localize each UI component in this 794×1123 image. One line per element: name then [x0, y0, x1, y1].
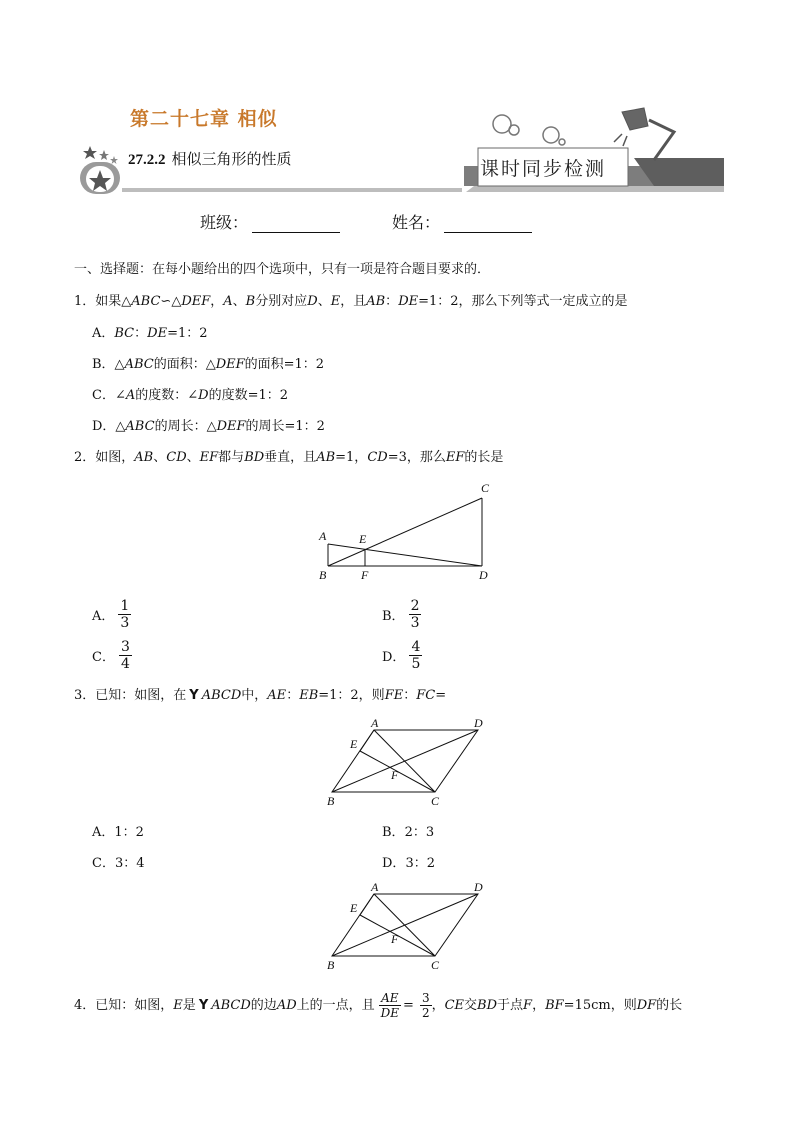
- question-3-figure-repeat: [320, 876, 490, 976]
- segment-ac: [374, 894, 435, 956]
- label-a: A: [319, 529, 327, 543]
- badge-label: 课时同步检测: [480, 158, 607, 180]
- question-3-option-b[interactable]: B．2：3: [382, 825, 435, 840]
- segment-ad: [328, 544, 482, 566]
- question-3-option-d[interactable]: D．3：2: [382, 856, 435, 871]
- class-label: 班级：: [200, 213, 249, 232]
- label-c: C: [431, 794, 440, 808]
- label-b: B: [319, 568, 327, 582]
- question-3-option-c[interactable]: C．3：4: [92, 856, 145, 871]
- chapter-title: 第二十七章 相似: [130, 108, 278, 130]
- parallelogram-symbol: Y: [198, 998, 209, 1013]
- label-d: D: [474, 880, 483, 894]
- question-2-figure: [310, 478, 510, 586]
- label-a: A: [371, 880, 379, 894]
- segment-bc: [328, 498, 482, 566]
- question-3-figure: [320, 712, 490, 812]
- star-stamp-icon: [80, 146, 120, 194]
- segment-ac: [374, 730, 435, 792]
- label-d: D: [474, 716, 483, 730]
- section-title: 相似三角形的性质: [171, 150, 292, 168]
- segment-ea: [360, 894, 374, 915]
- label-c: C: [431, 958, 440, 972]
- section-heading: [128, 148, 292, 169]
- question-2-option-b[interactable]: B． $\frac{2}{3}$: [382, 598, 420, 631]
- question-2-option-d[interactable]: D． $\frac{4}{5}$: [382, 639, 421, 672]
- label-e: E: [359, 532, 367, 546]
- question-2-option-c[interactable]: C． $\frac{3}{4}$: [92, 639, 130, 672]
- section-number: 27.2.2: [128, 152, 166, 168]
- parallelogram-symbol: Y: [189, 688, 199, 703]
- label-f: F: [391, 932, 399, 946]
- name-field: [392, 210, 532, 233]
- name-label: 姓名：: [392, 213, 441, 232]
- bubble-decoration: [493, 115, 565, 145]
- label-d: D: [479, 568, 488, 582]
- name-blank[interactable]: [444, 216, 532, 233]
- class-field: [200, 210, 340, 233]
- label-b: B: [327, 794, 335, 808]
- label-f: F: [361, 568, 369, 582]
- label-a: A: [371, 716, 379, 730]
- question-1-stem: 1．如果△ABC∽△DEF，A、B分别对应D、E，且AB：DE=1：2，那么下列等式一定成立的是: [74, 294, 628, 309]
- question-4-stem: 4．已知：如图，E是 Y ABCD的边AD上的一点，且 $\frac{AE}{DE}$ = $\frac{3}{2}$ ，CE交BD于点F，BF=15cm，则DF的长: [74, 991, 683, 1020]
- label-e: E: [350, 737, 358, 751]
- label-c: C: [481, 481, 490, 495]
- question-3-option-a[interactable]: A．1：2: [92, 825, 144, 840]
- label-f: F: [391, 768, 399, 782]
- question-1-option-d[interactable]: D．△ABC的周长：△DEF的周长=1：2: [92, 419, 325, 434]
- part-heading: 一、选择题：在每小题给出的四个选项中，只有一项是符合题目要求的．: [74, 262, 491, 277]
- question-1-option-c[interactable]: C．∠A的度数：∠D的度数=1：2: [92, 388, 289, 403]
- question-1-option-b[interactable]: B．△ABC的面积：△DEF的面积=1：2: [92, 357, 325, 372]
- segment-ea: [360, 730, 374, 751]
- question-3-stem: 3．已知：如图，在 Y ABCD中，AE：EB=1：2，则FE：FC=: [74, 688, 447, 703]
- class-blank[interactable]: [252, 216, 340, 233]
- question-2-stem: 2．如图，AB、CD、EF都与BD垂直，且AB=1，CD=3，那么EF的长是: [74, 450, 504, 465]
- question-1-option-a[interactable]: A．BC：DE=1：2: [92, 326, 208, 341]
- label-e: E: [350, 901, 358, 915]
- question-2-option-a[interactable]: A． $\frac{1}{3}$: [92, 598, 130, 631]
- label-b: B: [327, 958, 335, 972]
